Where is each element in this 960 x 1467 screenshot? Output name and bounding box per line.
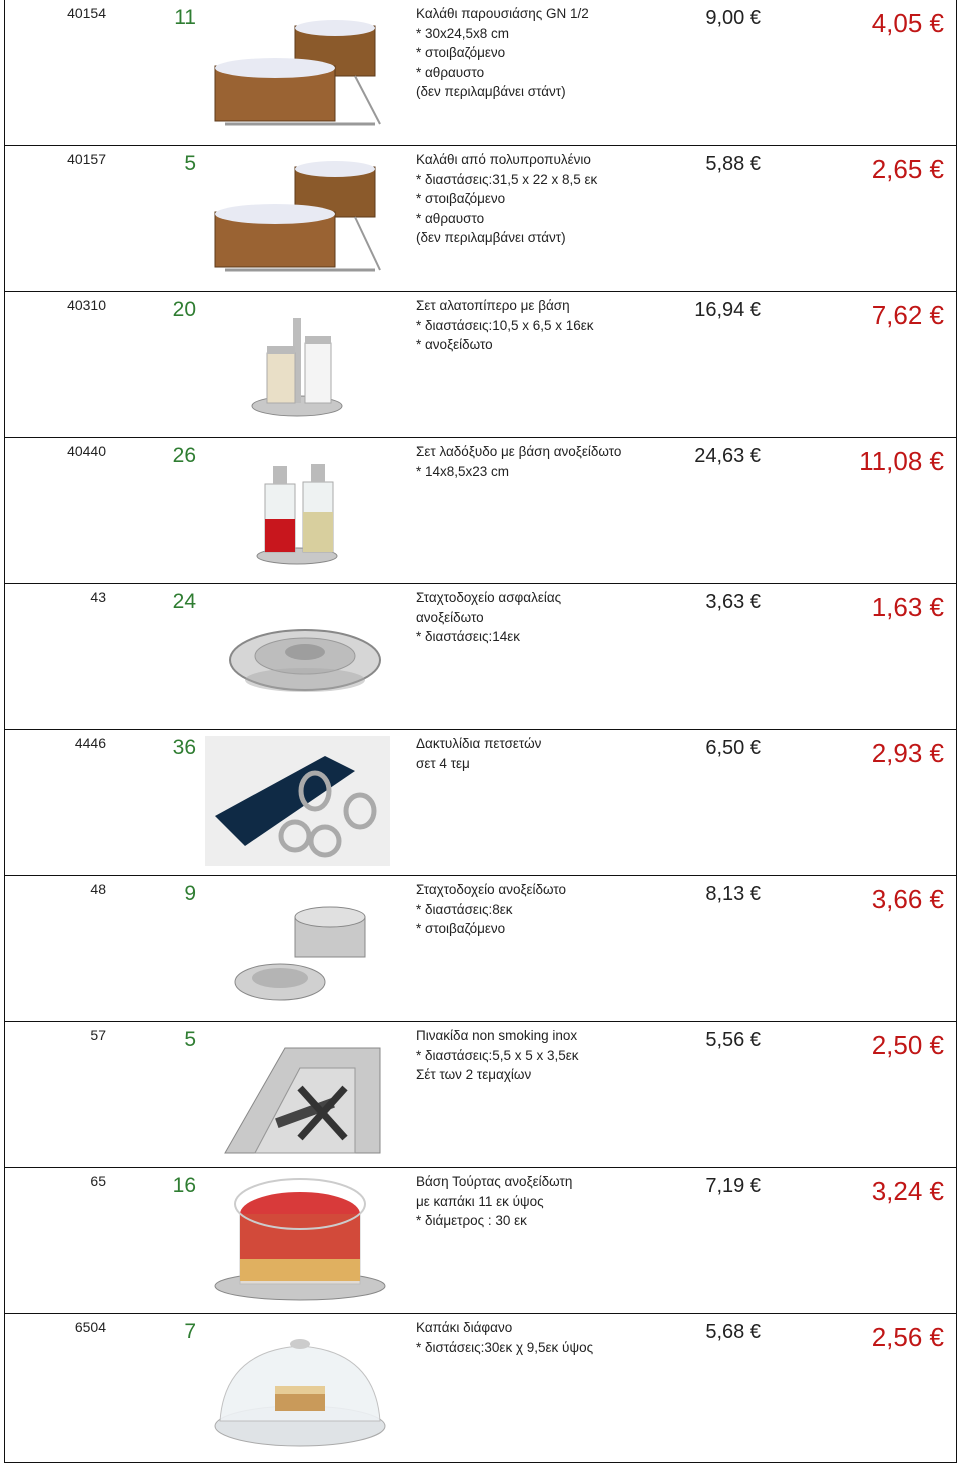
product-price: 5,88 €	[705, 153, 761, 175]
product-price: 6,50 €	[705, 737, 761, 759]
product-price: 16,94 €	[694, 299, 761, 321]
product-quantity: 16	[172, 1174, 196, 1197]
product-discount-price: 1,63 €	[871, 592, 944, 622]
product-code: 43	[90, 589, 106, 605]
product-price: 7,19 €	[705, 1175, 761, 1197]
product-row	[5, 730, 956, 876]
product-description: Σετ αλατοπίπερο με βάση * διαστάσεις:10,5 x 6,5 x 16εκ * ανοξείδωτο	[416, 298, 594, 352]
no-smoking-sign-image	[205, 1028, 390, 1158]
ashtray-stack-image	[205, 882, 390, 1012]
product-description: Δακτυλίδια πετσετών σετ 4 τεμ	[416, 736, 542, 771]
product-code: 40310	[67, 297, 106, 313]
product-code: 4446	[74, 735, 106, 751]
product-code: 57	[90, 1027, 106, 1043]
ashtray-round-image	[205, 590, 390, 720]
product-price: 5,56 €	[705, 1029, 761, 1051]
product-quantity: 9	[184, 882, 196, 905]
product-discount-price: 2,93 €	[871, 738, 944, 768]
product-price: 3,63 €	[705, 591, 761, 613]
product-row	[5, 292, 956, 438]
product-code: 40154	[67, 5, 106, 21]
product-row	[5, 876, 956, 1022]
product-price: 24,63 €	[694, 445, 761, 467]
product-quantity: 7	[184, 1320, 196, 1343]
product-code: 40440	[67, 443, 106, 459]
product-quantity: 11	[174, 6, 196, 29]
oil-vinegar-image	[205, 444, 390, 574]
product-description: Καλάθι παρουσιάσης GN 1/2 * 30x24,5x8 cm * στοιβαζόμενο * αθραυστο (δεν περιλαμβάνει στάντ)	[416, 6, 589, 99]
product-description: Καλάθι από πολυπροπυλένιο * διαστάσεις:31,5 x 22 x 8,5 εκ * στοιβαζόμενο * αθραυστο (δεν περιλαμβάνει στάντ)	[416, 152, 598, 245]
product-price-sheet	[4, 0, 957, 1463]
product-quantity: 5	[184, 1028, 196, 1051]
product-code: 65	[90, 1173, 106, 1189]
product-description: Καπάκι διάφανο * διστάσεις:30εκ χ 9,5εκ ύψος	[416, 1320, 594, 1355]
product-discount-price: 2,65 €	[871, 154, 944, 184]
product-row	[5, 0, 956, 146]
product-discount-price: 4,05 €	[871, 8, 944, 38]
product-quantity: 5	[184, 152, 196, 175]
napkin-rings-image	[205, 736, 390, 866]
product-discount-price: 3,24 €	[871, 1176, 944, 1206]
product-description: Πινακίδα non smoking inox * διαστάσεις:5,5 x 5 x 3,5εκ Σέτ των 2 τεμαχίων	[416, 1028, 579, 1082]
product-description: Σταχτοδοχείο ασφαλείας ανοξείδωτο * διαστάσεις:14εκ	[416, 590, 562, 644]
product-price: 8,13 €	[705, 883, 761, 905]
product-quantity: 20	[172, 298, 196, 321]
basket-stand-image	[205, 152, 390, 282]
salt-pepper-image	[205, 298, 390, 428]
product-discount-price: 2,56 €	[871, 1322, 944, 1352]
product-price: 5,68 €	[705, 1321, 761, 1343]
product-quantity: 26	[172, 444, 196, 467]
product-quantity: 36	[172, 736, 196, 759]
product-row	[5, 1314, 956, 1463]
product-quantity: 24	[172, 590, 196, 613]
cake-stand-image	[205, 1174, 390, 1304]
product-description: Βάση Τούρτας ανοξείδωτη με καπάκι 11 εκ ύψος * διάμετρος : 30 εκ	[416, 1174, 573, 1228]
product-description: Σετ λαδόξυδο με βάση ανοξείδωτο * 14x8,5x23 cm	[416, 444, 622, 479]
product-discount-price: 3,66 €	[871, 884, 944, 914]
product-row	[5, 146, 956, 292]
product-price: 9,00 €	[705, 7, 761, 29]
product-description: Σταχτοδοχείο ανοξείδωτο * διαστάσεις:8εκ * στοιβαζόμενο	[416, 882, 567, 936]
basket-stand-image	[205, 6, 390, 136]
product-discount-price: 11,08 €	[859, 446, 944, 476]
product-row	[5, 1168, 956, 1314]
product-row	[5, 1022, 956, 1168]
product-code: 40157	[67, 151, 106, 167]
product-row	[5, 584, 956, 730]
product-discount-price: 2,50 €	[871, 1030, 944, 1060]
product-code: 6504	[74, 1319, 106, 1335]
clear-cover-image	[205, 1326, 390, 1456]
product-code: 48	[90, 881, 106, 897]
product-discount-price: 7,62 €	[871, 300, 944, 330]
product-row	[5, 438, 956, 584]
